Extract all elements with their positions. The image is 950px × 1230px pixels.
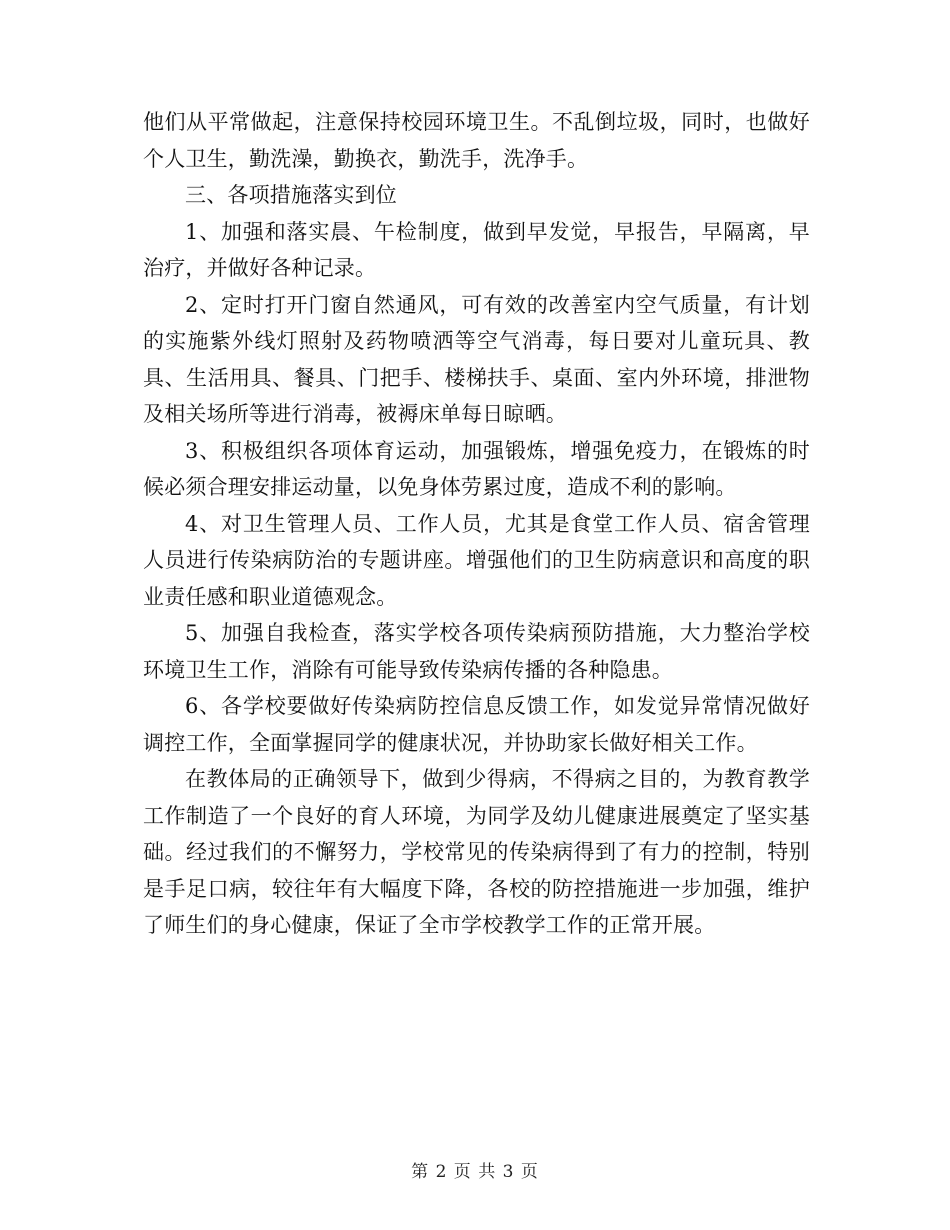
list-item: 1、加强和落实晨、午检制度，做到早发觉，早报告，早隔离，早治疗，并做好各种记录。: [143, 219, 810, 280]
closing-paragraph: 在教体局的正确领导下，做到少得病，不得病之目的，为教育教学工作制造了一个良好的育人环境，为同学及幼儿健康进展奠定了坚实基础。经过我们的不懈努力，学校常见的传染病得到了有力的控制，特别是手足口病，较往年有大幅度下降，各校的防控措施进一步加强，维护了师生们的身心健康，保证了全市学校教学工作的正常开展。: [143, 767, 810, 937]
list-item: 6、各学校要做好传染病防控信息反馈工作，如发觉异常情况做好调控工作，全面掌握同学的健康状况，并协助家长做好相关工作。: [143, 694, 810, 755]
list-item: 5、加强自我检查，落实学校各项传染病预防措施，大力整治学校环境卫生工作，消除有可能导致传染病传播的各种隐患。: [143, 621, 810, 682]
list-item: 3、积极组织各项体育运动，加强锻炼，增强免疫力，在锻炼的时候必须合理安排运动量，以免身体劳累过度，造成不利的影响。: [143, 438, 810, 499]
list-item: 2、定时打开门窗自然通风，可有效的改善室内空气质量，有计划的实施紫外线灯照射及药物喷洒等空气消毒，每日要对儿童玩具、教具、生活用具、餐具、门把手、楼梯扶手、桌面、室内外环境，排泄物及相关场所等进行消毒，被褥床单每日晾晒。: [143, 292, 810, 426]
list-item: 4、对卫生管理人员、工作人员，尤其是食堂工作人员、宿舍管理人员进行传染病防治的专题讲座。增强他们的卫生防病意识和高度的职业责任感和职业道德观念。: [143, 511, 810, 609]
document-body: [143, 104, 810, 944]
page-footer: 第 2 页 共 3 页: [411, 1162, 539, 1182]
paragraph-continuation: 他们从平常做起，注意保持校园环境卫生。不乱倒垃圾，同时，也做好个人卫生，勤洗澡，勤换衣，勤洗手，洗净手。: [143, 110, 810, 171]
section-heading: 三、各项措施落实到位: [185, 183, 397, 207]
